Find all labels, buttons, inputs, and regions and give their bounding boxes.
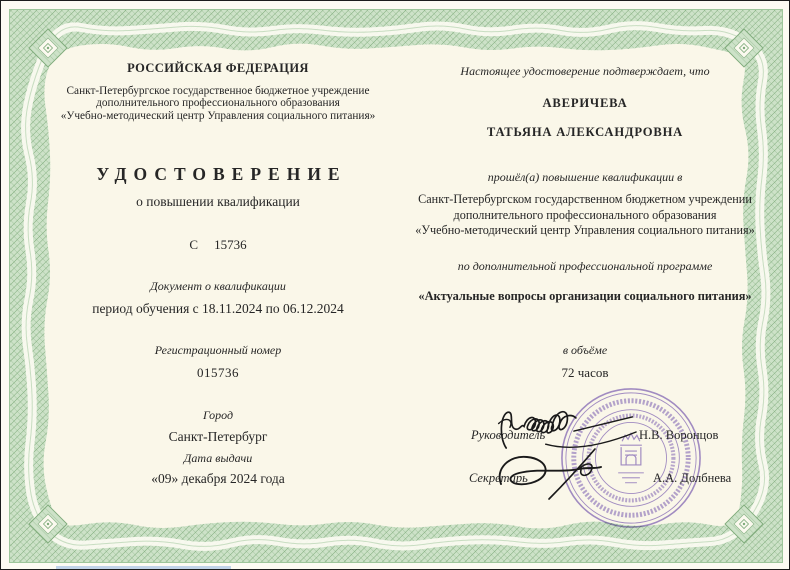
training-org-line: «Учебно-методический центр Управления социального питания» [415, 223, 755, 237]
training-organization [399, 192, 771, 239]
head-label: Руководитель [471, 428, 546, 442]
volume-value: 72 часов [561, 365, 609, 380]
issuer-organization [49, 85, 387, 122]
issuer-org-line: «Учебно-методический центр Управления социального питания» [60, 109, 376, 122]
series-number: 15736 [214, 237, 247, 252]
scan-edge-artifact [56, 566, 231, 569]
training-org-line: Санкт-Петербургском государственном бюджетном учреждении [418, 192, 752, 206]
program-name: «Актуальные вопросы организации социального питания» [418, 289, 752, 303]
issuer-org-line: Санкт-Петербургское государственное бюджетное учреждение [66, 85, 370, 97]
issue-date-value: «09» декабря 2024 года [151, 471, 285, 486]
reg-number-label: Регистрационный номер [154, 343, 282, 357]
country-title: РОССИЙСКАЯ ФЕДЕРАЦИЯ [127, 61, 309, 75]
program-label: по дополнительной профессиональной программе [457, 259, 713, 273]
secretary-label: Секретарь [469, 471, 528, 485]
secretary-signature-icon [491, 447, 641, 502]
certificate-title: УДОСТОВЕРЕНИЕ [96, 164, 347, 184]
series-letter: С [189, 237, 199, 252]
holder-last-name: АВЕРИЧЕВА [542, 96, 628, 110]
holder-first-middle-name: ТАТЬЯНА АЛЕКСАНДРОВНА [486, 125, 684, 139]
certificate-subtitle: о повышении квалификации [136, 194, 300, 209]
training-org-line: дополнительного профессионального образования [453, 207, 717, 222]
left-column [49, 1, 387, 569]
reg-number-value: 015736 [197, 365, 239, 380]
doc-type-label: Документ о квалификации [150, 279, 286, 293]
head-name: Н.В. Воронцов [639, 428, 719, 442]
study-period: период обучения с 18.11.2024 по 06.12.2024 [92, 301, 344, 316]
completed-text: прошёл(а) повышение квалификации в [487, 170, 683, 184]
volume-label: в объёме [562, 343, 608, 357]
city-value: Санкт-Петербург [168, 429, 268, 444]
secretary-name: А.А. Долбнева [653, 471, 732, 485]
issue-date-label: Дата выдачи [183, 451, 253, 465]
issuer-org-line: дополнительного профессионального образования [96, 97, 340, 110]
confirmation-text: Настоящее удостоверение подтверждает, что [460, 64, 710, 78]
city-label: Город [202, 408, 234, 422]
certificate-series-number [49, 237, 387, 252]
